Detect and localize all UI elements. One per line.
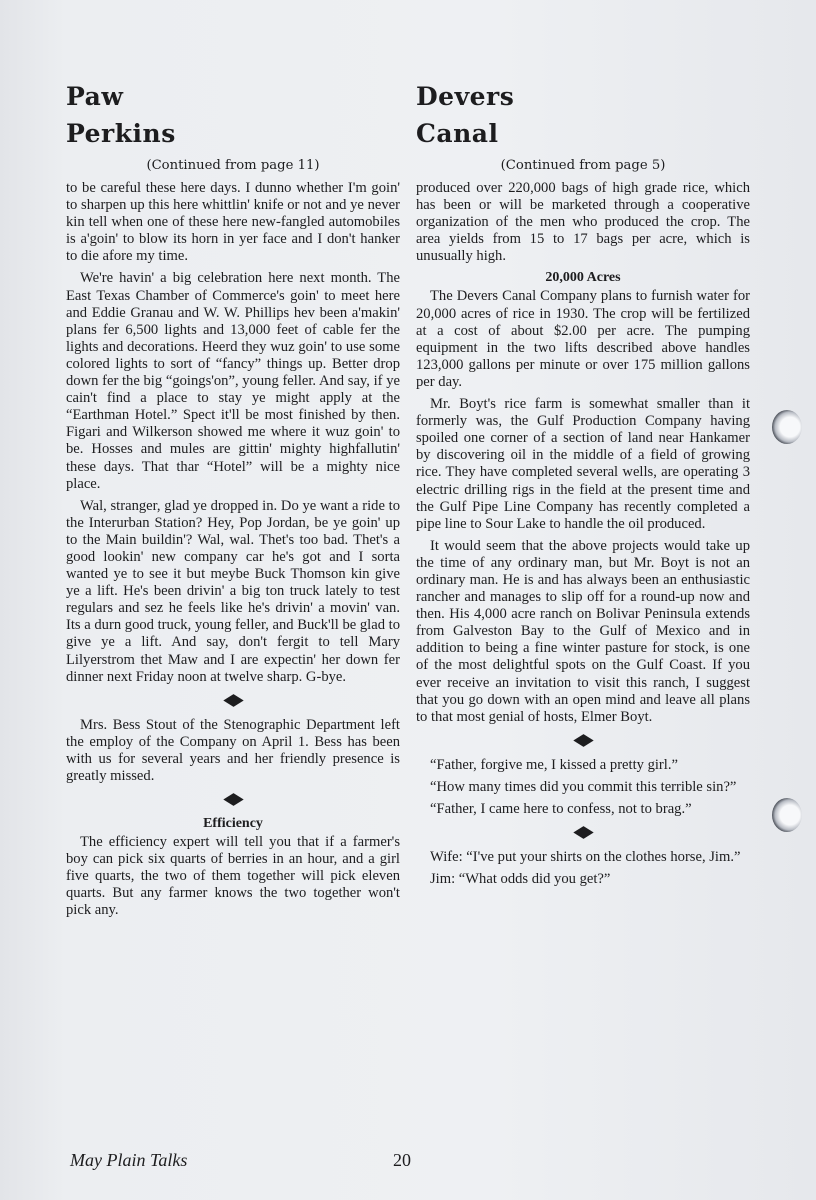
- subheading: 20,000 Acres: [545, 270, 621, 286]
- efficiency-heading: Efficiency: [203, 816, 263, 832]
- binder-hole: [772, 410, 802, 444]
- paragraph-efficiency: The efficiency expert will tell you that if a farmer's boy can pick six quarts of berries in an hour, and a girl five quarts, the two of them together will pick eleven quarts. But any farmer knows the two together won't pick any.: [66, 834, 400, 919]
- joke-line: “Father, forgive me, I kissed a pretty girl.”: [430, 756, 678, 773]
- paragraph-stout: Mrs. Bess Stout of the Stenographic Department left the employ of the Company on April 1. Bess has been with us for several years and her friendly presence is greatly missed.: [66, 716, 400, 784]
- publication-name: May Plain Talks: [70, 1150, 188, 1170]
- paragraph: to be careful these here days. I dunno whether I'm goin' to sharpen up this here whittlin' knife or not and ye never kin tell when one of these here new-fangled automobiles is a'goin' to blow its horn in yer face and I don't hanker to die afore my time.: [66, 180, 400, 265]
- paragraph: Mr. Boyt's rice farm is somewhat smaller than it formerly was, the Gulf Production Company having spoiled one corner of a section of land near Hankamer by discovering oil in the middle of a field of growing rice. They have completed several wells, are operating 3 electric drilling rigs in the field at the present time and the Gulf Pipe Line Company has recently completed a pipe line to Sour Lake to handle the oil produced.: [416, 396, 750, 532]
- binder-hole: [772, 798, 802, 832]
- joke-line: Jim: “What odds did you get?”: [430, 871, 611, 888]
- joke-line: “How many times did you commit this terrible sin?”: [430, 778, 737, 795]
- paragraph: produced over 220,000 bags of high grade rice, which has been or will be marketed through a cooperative organization of the men who produced the crop. The area yields from 15 to 17 bags per acre, which is unusually high.: [416, 180, 750, 265]
- diamond-separator-icon: [573, 734, 593, 747]
- diamond-separator-icon: [573, 826, 593, 839]
- joke-line: “Father, I came here to confess, not to brag.”: [430, 801, 692, 817]
- paragraph: We're havin' a big celebration here next month. The East Texas Chamber of Commerce's goin' to meet here and Eddie Granau and W. W. Phillips hev been a'makin' plans fer 6,500 lights and 13,000 feet of cable fer the lights and decorations. Heerd they wuz goin' to use some colored lights to sort of “fancy” things up. Better drop down fer the big “goings'on”, young feller. And say, if ye cain't find a place to stay ye might apply at the “Earthman Hotel.” Spect it'll be most finished by then. Figari and Wilkerson showed me where it wuz goin' to be. Hosses and mules are gittin' mighty highfallutin' these days. That thar “Hotel” will be a mighty nice place.: [66, 270, 400, 492]
- paragraph: Wal, stranger, glad ye dropped in. Do ye want a ride to the Interurban Station? Hey, Pop Jordan, be ye goin' up to the Main buildin'? Wal, wal. Thet's too bad. Thet's a good lookin' new company car he's got and I sorta wanted ye to see it but meybe Buck Thomson kin give ye a lift. He's been drivin' a big ton truck lately to test regulars and sez he feels like he's drivin' a movin' van. Its a durn good truck, young feller, and Buck'll be glad to give ye a lift. And say, don't fergit to tell Mary Lilyerstrom thet Maw and I are expectin' her down fer dinner next Friday noon at twelve sharp. G-bye.: [66, 497, 400, 685]
- article-title: Devers Canal: [416, 82, 515, 148]
- joke-line: Wife: “I've put your shirts on the clothes horse, Jim.”: [430, 849, 741, 866]
- continued-note: (Continued from page 11): [146, 158, 320, 173]
- paragraph: The Devers Canal Company plans to furnish water for 20,000 acres of rice in 1930. The crop will be fertilized at a cost of about $2.00 per acre. The pumping equipment in the two lifts described above handles 123,000 gallons per minute or over 175 million gallons per day.: [416, 288, 750, 390]
- diamond-separator-icon: [223, 694, 243, 707]
- paragraph: It would seem that the above projects would take up the time of any ordinary man, but Mr. Boyt is not an ordinary man. He is and has always been an enthusiastic rancher and manages to slip off for a round-up now and then. His 4,000 acre ranch on Bolivar Peninsula extends from Galveston Bay to the Gulf of Mexico and in addition to being a fine winter pasture for stock, is one of the most delightful spots on the Gulf Coast. If you ever receive an invitation to visit this ranch, I suggest that you go down with an open mind and leave all plans to that most genial of hosts, Elmer Boyt.: [416, 537, 750, 725]
- devers-canal-column: [416, 78, 750, 893]
- page-number: 20: [393, 1150, 411, 1170]
- paw-perkins-column: [66, 78, 400, 925]
- diamond-separator-icon: [223, 793, 243, 806]
- article-title: Paw Perkins: [66, 82, 176, 148]
- continued-note: (Continued from page 5): [500, 158, 666, 173]
